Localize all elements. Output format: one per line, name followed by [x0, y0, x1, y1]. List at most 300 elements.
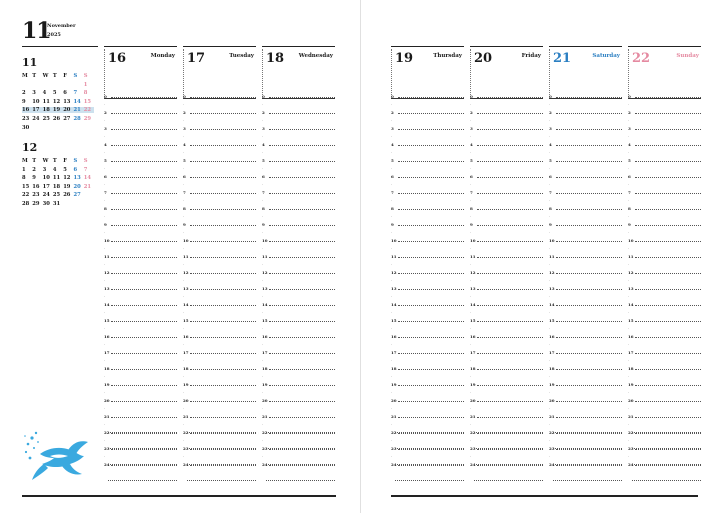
- hour-slot[interactable]: [391, 335, 464, 351]
- mini-calendar-day: [63, 125, 73, 131]
- memo-line[interactable]: [553, 480, 622, 481]
- hour-slot[interactable]: [104, 127, 177, 143]
- hour-slot[interactable]: [470, 399, 543, 415]
- half-hour-dot: ·: [391, 182, 393, 187]
- hour-slot[interactable]: [628, 319, 701, 335]
- hour-slot[interactable]: [262, 255, 335, 271]
- hour-label: 6: [549, 174, 552, 179]
- hour-slot[interactable]: [470, 271, 543, 287]
- memo-line[interactable]: [266, 464, 335, 465]
- hour-slot[interactable]: [391, 431, 464, 447]
- mini-calendar-day: 3: [42, 166, 47, 173]
- hour-slot[interactable]: [104, 303, 177, 319]
- hour-slot[interactable]: [628, 95, 701, 111]
- mini-calendar-title: 11: [22, 56, 38, 69]
- memo-line[interactable]: [187, 480, 256, 481]
- hour-slots: [628, 95, 701, 479]
- hour-slot[interactable]: [549, 367, 622, 383]
- hour-line: [477, 241, 543, 242]
- hour-label: 4: [628, 142, 631, 147]
- hour-slot[interactable]: [104, 159, 177, 175]
- hour-slot[interactable]: [628, 159, 701, 175]
- hour-slot[interactable]: [549, 431, 622, 447]
- hour-slot[interactable]: [628, 431, 701, 447]
- half-hour-dot: ·: [391, 422, 393, 427]
- mini-calendar-day: 4: [52, 166, 57, 173]
- hour-line: [477, 321, 543, 322]
- weekday-label: F: [63, 158, 67, 164]
- hour-slot[interactable]: [262, 415, 335, 431]
- memo-line[interactable]: [632, 464, 701, 465]
- memo-line[interactable]: [108, 464, 177, 465]
- hour-slot[interactable]: [470, 367, 543, 383]
- half-hour-dot: ·: [104, 294, 106, 299]
- hour-slot[interactable]: [391, 143, 464, 159]
- hour-slot[interactable]: [391, 95, 464, 111]
- mini-calendar-day: 22: [84, 107, 94, 113]
- hour-line: [635, 401, 701, 402]
- hour-slot[interactable]: [470, 415, 543, 431]
- hour-slot[interactable]: [183, 255, 256, 271]
- weekday-label: T: [52, 73, 57, 79]
- hour-slot[interactable]: [470, 303, 543, 319]
- memo-line[interactable]: [108, 432, 177, 433]
- hour-label: 23: [470, 446, 476, 451]
- hour-slot[interactable]: [628, 191, 701, 207]
- half-hour-dot: ·: [262, 342, 264, 347]
- hour-slot[interactable]: [262, 463, 335, 479]
- hour-label: 18: [262, 366, 268, 371]
- hour-line: [190, 465, 256, 466]
- hour-slot[interactable]: [391, 159, 464, 175]
- hour-line: [269, 401, 335, 402]
- hour-slot[interactable]: [183, 287, 256, 303]
- half-hour-dot: ·: [183, 374, 185, 379]
- hour-slot[interactable]: [549, 415, 622, 431]
- hour-label: 19: [391, 382, 397, 387]
- hour-slot[interactable]: [628, 351, 701, 367]
- hour-slot[interactable]: [262, 175, 335, 191]
- memo-line[interactable]: [395, 432, 464, 433]
- hour-slot[interactable]: [549, 239, 622, 255]
- hour-slot[interactable]: [104, 175, 177, 191]
- hour-slot[interactable]: [183, 127, 256, 143]
- hour-label: 11: [104, 254, 110, 259]
- hour-slot[interactable]: [549, 143, 622, 159]
- hour-slot[interactable]: [183, 271, 256, 287]
- hour-label: 15: [262, 318, 268, 323]
- hour-label: 5: [104, 158, 107, 163]
- hour-slot[interactable]: [628, 175, 701, 191]
- hour-slot[interactable]: [470, 319, 543, 335]
- hour-slot[interactable]: [104, 207, 177, 223]
- hour-slot[interactable]: [104, 415, 177, 431]
- memo-line[interactable]: [474, 432, 543, 433]
- hour-slot[interactable]: [628, 239, 701, 255]
- hour-label: 7: [549, 190, 552, 195]
- mini-calendar-day: 17: [32, 107, 42, 113]
- half-hour-dot: ·: [262, 406, 264, 411]
- hour-slot[interactable]: [262, 447, 335, 463]
- memo-line[interactable]: [187, 432, 256, 433]
- day-name: Wednesday: [298, 53, 333, 59]
- hour-slot[interactable]: [183, 303, 256, 319]
- memo-line[interactable]: [395, 448, 464, 449]
- day-number: 21: [553, 51, 572, 66]
- hour-slot[interactable]: [183, 319, 256, 335]
- hour-slot[interactable]: [628, 463, 701, 479]
- hour-slot[interactable]: [470, 431, 543, 447]
- hour-slot[interactable]: [470, 239, 543, 255]
- hour-slot[interactable]: [391, 191, 464, 207]
- mini-calendar-day: 25: [52, 192, 61, 199]
- memo-line[interactable]: [553, 448, 622, 449]
- hour-label: 24: [470, 462, 476, 467]
- hour-slot[interactable]: [549, 271, 622, 287]
- hour-slot[interactable]: [549, 191, 622, 207]
- hour-slot[interactable]: [470, 335, 543, 351]
- half-hour-dot: ·: [470, 406, 472, 411]
- hour-slot[interactable]: [470, 447, 543, 463]
- hour-slot[interactable]: [391, 175, 464, 191]
- hour-slot[interactable]: [470, 191, 543, 207]
- hour-slot[interactable]: [391, 303, 464, 319]
- hour-slot[interactable]: [183, 207, 256, 223]
- hour-slot[interactable]: [183, 351, 256, 367]
- hour-slot[interactable]: [183, 159, 256, 175]
- hour-slot[interactable]: [262, 335, 335, 351]
- memo-line[interactable]: [632, 432, 701, 433]
- hour-slot[interactable]: [262, 111, 335, 127]
- hour-slot[interactable]: [104, 95, 177, 111]
- hour-slot[interactable]: [183, 239, 256, 255]
- hour-slot[interactable]: [391, 447, 464, 463]
- half-hour-dot: ·: [391, 118, 393, 123]
- hour-label: 22: [262, 430, 268, 435]
- hour-slot[interactable]: [470, 223, 543, 239]
- hour-slot[interactable]: [549, 207, 622, 223]
- hour-slot[interactable]: [628, 111, 701, 127]
- hour-label: 12: [391, 270, 397, 275]
- half-hour-dot: ·: [104, 278, 106, 283]
- hour-slot[interactable]: [391, 415, 464, 431]
- half-hour-dot: ·: [628, 262, 630, 267]
- memo-line[interactable]: [395, 480, 464, 481]
- hour-label: 19: [262, 382, 268, 387]
- hour-label: 8: [470, 206, 473, 211]
- hour-slot[interactable]: [183, 175, 256, 191]
- month-name: November: [47, 23, 76, 29]
- hour-slot[interactable]: [104, 431, 177, 447]
- hour-slot[interactable]: [391, 399, 464, 415]
- hour-slot[interactable]: [549, 223, 622, 239]
- hour-slot[interactable]: [104, 271, 177, 287]
- hour-label: 4: [183, 142, 186, 147]
- hour-line: [111, 321, 177, 322]
- hour-slot[interactable]: [262, 383, 335, 399]
- hour-line: [556, 337, 622, 338]
- hour-slot[interactable]: [183, 447, 256, 463]
- memo-line[interactable]: [553, 432, 622, 433]
- hour-slot[interactable]: [183, 415, 256, 431]
- half-hour-dot: ·: [391, 214, 393, 219]
- hour-slot[interactable]: [183, 223, 256, 239]
- half-hour-dot: ·: [262, 358, 264, 363]
- hour-slot[interactable]: [549, 447, 622, 463]
- hour-slot[interactable]: [262, 159, 335, 175]
- mini-calendar-day: 2: [22, 90, 26, 97]
- hour-slot[interactable]: [628, 303, 701, 319]
- hour-slot[interactable]: [391, 239, 464, 255]
- half-hour-dot: ·: [391, 374, 393, 379]
- hour-slot[interactable]: [470, 463, 543, 479]
- mini-calendar-day: [84, 192, 94, 198]
- hour-slot[interactable]: [391, 223, 464, 239]
- memo-line[interactable]: [108, 448, 177, 449]
- mini-calendar-day: [84, 125, 94, 131]
- hour-label: 5: [183, 158, 186, 163]
- hour-slot[interactable]: [104, 255, 177, 271]
- hour-slot[interactable]: [628, 143, 701, 159]
- hour-slot[interactable]: [628, 399, 701, 415]
- hour-line: [269, 177, 335, 178]
- hour-slot[interactable]: [183, 335, 256, 351]
- hour-slot[interactable]: [470, 127, 543, 143]
- hour-slot[interactable]: [628, 271, 701, 287]
- hour-slot[interactable]: [391, 367, 464, 383]
- hour-slot[interactable]: [183, 111, 256, 127]
- hour-label: 6: [391, 174, 394, 179]
- hour-slot[interactable]: [391, 255, 464, 271]
- hour-slot[interactable]: [549, 383, 622, 399]
- memo-line[interactable]: [632, 480, 701, 481]
- hour-slot[interactable]: [262, 319, 335, 335]
- hour-slot[interactable]: [262, 95, 335, 111]
- hour-slot[interactable]: [262, 127, 335, 143]
- hour-line: [398, 177, 464, 178]
- hour-line: [477, 417, 543, 418]
- hour-slot[interactable]: [183, 463, 256, 479]
- hour-label: 7: [470, 190, 473, 195]
- hour-slot[interactable]: [628, 447, 701, 463]
- hour-line: [111, 305, 177, 306]
- month-number: 11: [22, 18, 51, 44]
- hour-slot[interactable]: [391, 287, 464, 303]
- hour-line: [111, 449, 177, 450]
- hour-slot[interactable]: [549, 303, 622, 319]
- half-hour-dot: ·: [470, 102, 472, 107]
- memo-line[interactable]: [474, 464, 543, 465]
- day-name: Monday: [150, 53, 175, 59]
- hour-label: 8: [628, 206, 631, 211]
- hour-slot[interactable]: [391, 319, 464, 335]
- half-hour-dot: ·: [391, 310, 393, 315]
- hour-slot[interactable]: [104, 351, 177, 367]
- hour-slot[interactable]: [549, 255, 622, 271]
- hour-label: 10: [391, 238, 397, 243]
- hour-slot[interactable]: [104, 335, 177, 351]
- hour-slot[interactable]: [628, 287, 701, 303]
- hour-slot[interactable]: [104, 367, 177, 383]
- hour-slot[interactable]: [470, 95, 543, 111]
- half-hour-dot: ·: [262, 278, 264, 283]
- memo-line[interactable]: [266, 432, 335, 433]
- hour-slot[interactable]: [391, 207, 464, 223]
- hour-label: 13: [549, 286, 555, 291]
- hour-line: [556, 161, 622, 162]
- hour-line: [190, 401, 256, 402]
- half-hour-dot: ·: [628, 182, 630, 187]
- hour-slot[interactable]: [104, 447, 177, 463]
- hour-slot[interactable]: [391, 111, 464, 127]
- half-hour-dot: ·: [470, 374, 472, 379]
- hour-slot[interactable]: [183, 367, 256, 383]
- hour-slot[interactable]: [104, 191, 177, 207]
- half-hour-dot: ·: [549, 294, 551, 299]
- hour-slot[interactable]: [183, 431, 256, 447]
- half-hour-dot: ·: [470, 134, 472, 139]
- hour-slot[interactable]: [104, 463, 177, 479]
- memo-line[interactable]: [108, 480, 177, 481]
- half-hour-dot: ·: [183, 342, 185, 347]
- hour-line: [477, 161, 543, 162]
- half-hour-dot: ·: [262, 118, 264, 123]
- mini-calendar-grid: [22, 73, 96, 131]
- hour-slot[interactable]: [262, 223, 335, 239]
- hour-line: [111, 369, 177, 370]
- hour-slot[interactable]: [104, 223, 177, 239]
- hour-label: 11: [628, 254, 634, 259]
- hour-slot[interactable]: [628, 127, 701, 143]
- hour-slot[interactable]: [262, 367, 335, 383]
- hour-label: 21: [391, 414, 397, 419]
- hour-slot[interactable]: [628, 223, 701, 239]
- day-header-divider: [391, 49, 392, 95]
- hour-slot[interactable]: [470, 111, 543, 127]
- hour-label: 20: [628, 398, 634, 403]
- hour-line: [635, 385, 701, 386]
- hour-slot[interactable]: [262, 431, 335, 447]
- memo-line[interactable]: [187, 448, 256, 449]
- hour-slot[interactable]: [470, 351, 543, 367]
- mini-calendar-day: 15: [83, 98, 92, 105]
- hour-slot[interactable]: [262, 239, 335, 255]
- hour-slot[interactable]: [549, 287, 622, 303]
- hour-slot[interactable]: [262, 399, 335, 415]
- hour-slot[interactable]: [470, 287, 543, 303]
- hour-slot[interactable]: [549, 175, 622, 191]
- hour-slot[interactable]: [104, 239, 177, 255]
- hour-slot[interactable]: [104, 143, 177, 159]
- hour-slot[interactable]: [549, 159, 622, 175]
- day-header-divider: [104, 49, 105, 95]
- half-hour-dot: ·: [104, 438, 106, 443]
- hour-slot[interactable]: [470, 159, 543, 175]
- hour-slot[interactable]: [391, 351, 464, 367]
- hour-slot[interactable]: [262, 207, 335, 223]
- memo-line[interactable]: [266, 480, 335, 481]
- mini-calendar-day: 18: [52, 183, 61, 190]
- hour-line: [190, 353, 256, 354]
- hour-slot[interactable]: [262, 191, 335, 207]
- hour-slot[interactable]: [628, 255, 701, 271]
- hour-line: [398, 145, 464, 146]
- hour-slot[interactable]: [549, 335, 622, 351]
- hour-slot[interactable]: [183, 95, 256, 111]
- half-hour-dot: ·: [549, 438, 551, 443]
- hour-slot[interactable]: [104, 319, 177, 335]
- hour-slot[interactable]: [549, 111, 622, 127]
- hour-slot[interactable]: [262, 271, 335, 287]
- hour-label: 20: [470, 398, 476, 403]
- memo-line[interactable]: [266, 448, 335, 449]
- hour-slot[interactable]: [470, 383, 543, 399]
- memo-line[interactable]: [553, 464, 622, 465]
- hour-slot[interactable]: [628, 383, 701, 399]
- memo-line[interactable]: [474, 480, 543, 481]
- hour-label: 15: [391, 318, 397, 323]
- half-hour-dot: ·: [391, 454, 393, 459]
- hour-slot[interactable]: [262, 143, 335, 159]
- half-hour-dot: ·: [549, 118, 551, 123]
- half-hour-dot: ·: [628, 390, 630, 395]
- half-hour-dot: ·: [262, 150, 264, 155]
- hour-slot[interactable]: [183, 191, 256, 207]
- hour-label: 2: [183, 110, 186, 115]
- hour-slot[interactable]: [470, 175, 543, 191]
- hour-slot[interactable]: [470, 143, 543, 159]
- memo-line[interactable]: [395, 464, 464, 465]
- hour-slot[interactable]: [549, 319, 622, 335]
- hour-slot[interactable]: [470, 207, 543, 223]
- hour-line: [398, 289, 464, 290]
- hour-slot[interactable]: [183, 399, 256, 415]
- hour-slot[interactable]: [104, 383, 177, 399]
- hour-slot[interactable]: [391, 463, 464, 479]
- hour-slot[interactable]: [549, 127, 622, 143]
- hour-slot[interactable]: [391, 383, 464, 399]
- hour-slot[interactable]: [549, 95, 622, 111]
- hour-slot[interactable]: [183, 143, 256, 159]
- hour-slot[interactable]: [262, 351, 335, 367]
- hour-slot[interactable]: [549, 463, 622, 479]
- mini-calendar-november: [22, 56, 96, 131]
- hour-slot[interactable]: [104, 399, 177, 415]
- hour-slot[interactable]: [183, 383, 256, 399]
- hour-slot[interactable]: [262, 303, 335, 319]
- hour-slot[interactable]: [104, 111, 177, 127]
- hour-slot[interactable]: [628, 367, 701, 383]
- hour-slot[interactable]: [104, 287, 177, 303]
- hour-slot[interactable]: [262, 287, 335, 303]
- mini-calendar-day: 19: [53, 107, 63, 113]
- hour-slot[interactable]: [549, 351, 622, 367]
- memo-line[interactable]: [187, 464, 256, 465]
- hour-slot[interactable]: [628, 207, 701, 223]
- memo-line[interactable]: [474, 448, 543, 449]
- hour-line: [477, 289, 543, 290]
- hour-label: 13: [391, 286, 397, 291]
- half-hour-dot: ·: [104, 230, 106, 235]
- memo-line[interactable]: [632, 448, 701, 449]
- hour-slot[interactable]: [391, 127, 464, 143]
- hour-slot[interactable]: [549, 399, 622, 415]
- hour-line: [477, 145, 543, 146]
- hour-slot[interactable]: [391, 271, 464, 287]
- hour-slot[interactable]: [628, 415, 701, 431]
- hour-slot[interactable]: [470, 255, 543, 271]
- hour-slot[interactable]: [628, 335, 701, 351]
